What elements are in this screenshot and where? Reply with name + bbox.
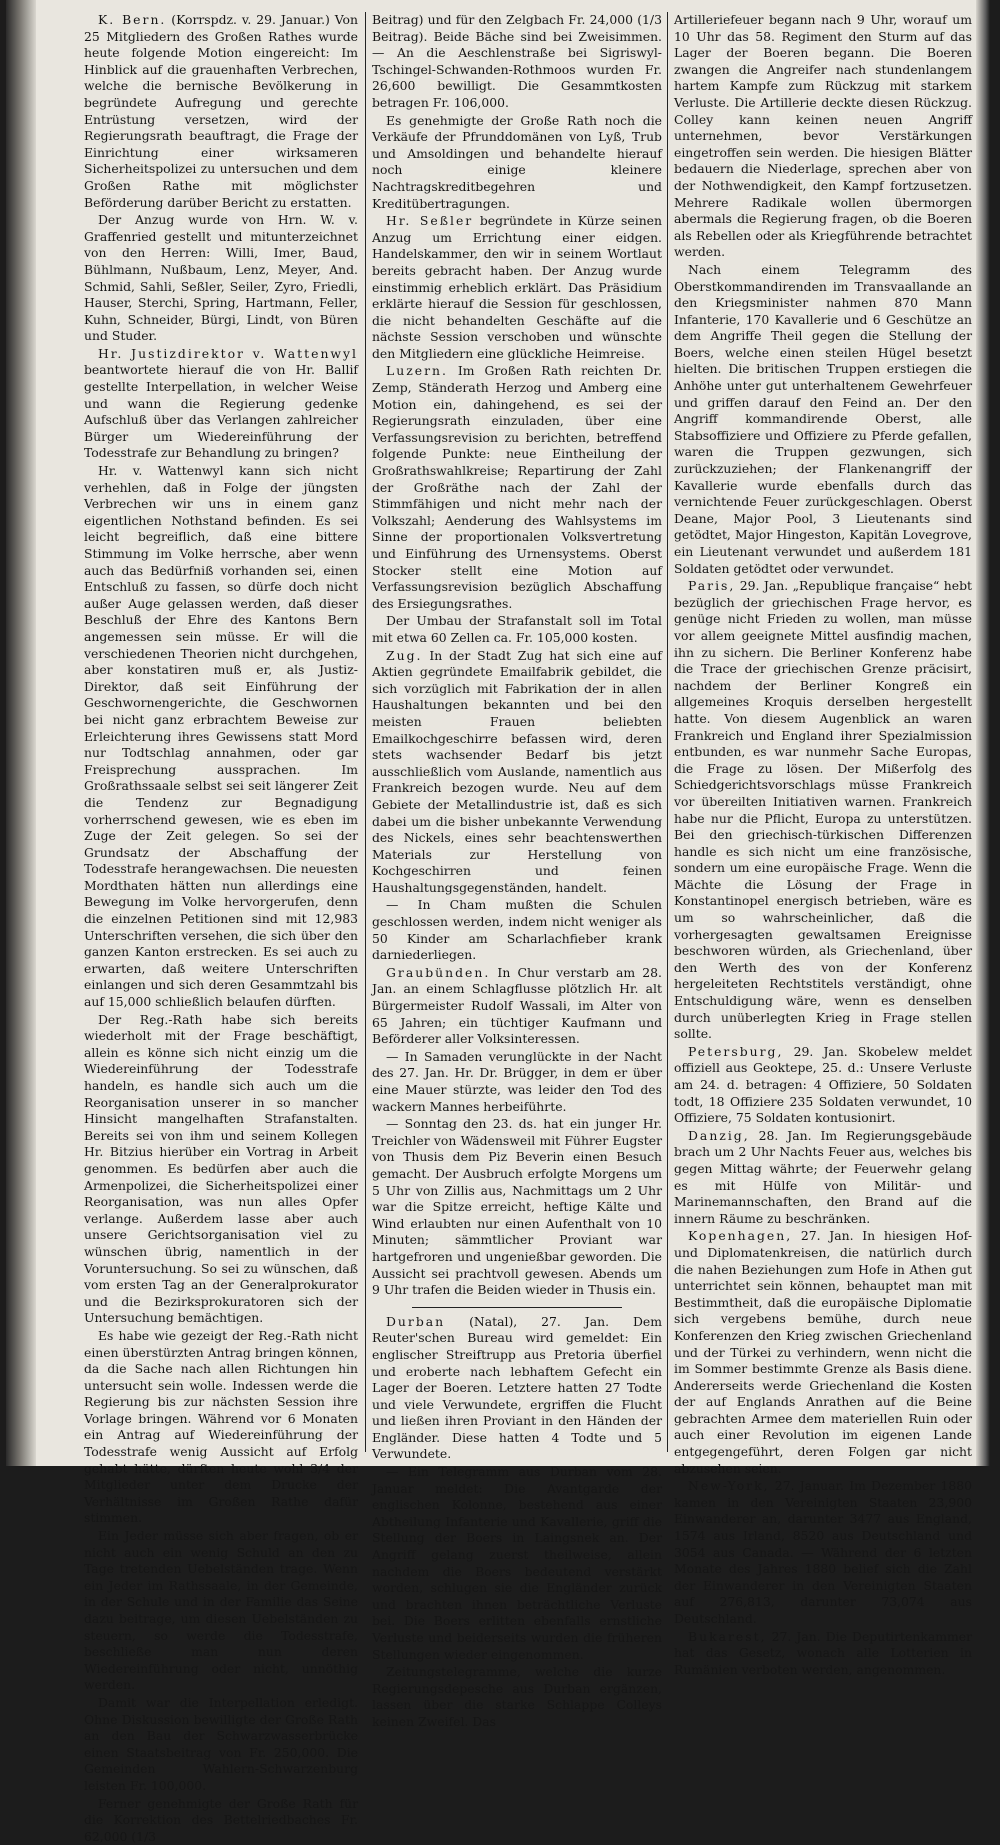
article-separator: [412, 1307, 622, 1308]
paragraph-text: Der Anzug wurde von Hrn. W. v. Graffenried gestellt und mitunterzeichnet von den Herren: Willi, Imer, Baud, Bühlmann, Nußbaum, Lenz, Meyer, And. Schmid, Sahli, Seßler, Seiler, Zyro, Friedli, Hauser, Sterchi, Spring, Hartmann, Feller, Kuhn, Schneider, Bürgi, Lindt, von Büren und Studer.: [84, 212, 358, 344]
article-paragraph: [84, 1012, 358, 1327]
column-1: [84, 12, 358, 1844]
article-paragraph: [372, 1464, 662, 1663]
paragraph-text: — In Samaden verunglückte in der Nacht des 27. Jan. Hr. Dr. Brügger, in dem er über eine Mauer stürzte, was leider den Tod des wackern Mannes herbeiführte.: [372, 1048, 662, 1114]
article-paragraph: [372, 213, 662, 362]
paragraph-text: 29. Jan. Skobelew meldet offiziell aus Geoktepe, 25. d.: Unsere Verluste am 24. d. betragen: 4 Offiziere, 50 Soldaten todt, 18 Offiziere 235 Soldaten verwundet, 10 Offiziere, 75 Soldaten kontusionirt.: [674, 1043, 972, 1126]
dateline: K. Bern.: [98, 12, 167, 27]
dateline: Hr. Justizdirektor v. Wattenwyl: [98, 345, 358, 361]
article-paragraph: [674, 578, 972, 1043]
dateline: Durban: [386, 1313, 446, 1329]
paragraph-text: beantwortete hierauf die von Hr. Ballif gestellte Interpellation, in welcher Weise und wann die Regierung gedenke Aufschluß über das Verlangen zahlreicher Bürger um Wiedereinführung der Todesstrafe zur Behandlung zu bringen?: [84, 362, 358, 461]
article-paragraph: [84, 346, 358, 462]
article-paragraph: [372, 897, 662, 963]
article-paragraph: [84, 1796, 358, 1845]
article-paragraph: [372, 648, 662, 897]
paragraph-text: Im Großen Rath reichten Dr. Zemp, Ständerath Herzog und Amberg eine Motion ein, dahingehend, es sei der Regierungsrath einzuladen, über eine Verfassungsrevision zu berichten, betreffend folgende Punkte: neue Eintheilung der Großrathswahlkreise; Repartirung der Zahl der Großräthe nach der Zahl der Stimmfähigen und nicht mehr nach der Volkszahl; Aenderung des Wahlsystems im Sinne der proportionalen Volksvertretung und Einführung des Urnensystems. Oberst Stocker stellt eine Motion auf Verfassungsrevision bezüglich Abschaffung des Ersiegungsrathes.: [372, 363, 662, 611]
paragraph-text: — Ein Telegramm aus Durban vom 28. Januar meldet: Die Avantgarde der englischen Kolonne, bestehend aus einer Abtheilung Infanterie und Kavallerie, griff die Stellung der Boers in Laingsnek an. Der Angriff gelang zuerst theilweise, allein nachdem die Boers bedeutend verstärkt worden, schlugen sie die Engländer zurück und brachten ihnen beträchtliche Verluste bei. Die Boers erlitten ebenfalls ernstliche Verluste und beiderseits wurden die früheren Stellungen wieder eingenommen.: [372, 1464, 662, 1662]
article-paragraph: [372, 1049, 662, 1115]
paragraph-text: Es habe wie gezeigt der Reg.-Rath nicht einen überstürzten Antrag bringen können, da die Sache nach allen Richtungen hin untersucht sein wolle. Indessen werde die Regierung bis zur nächsten Session ihre Vorlage bringen. Während vor 6 Monaten ein Antrag auf Wiedereinführung der Todesstrafe wenig Aussicht auf Erfolg gehabt hätte, dürften heute wohl 3/4 der Mitglieder unter dem Drucke der Verhältnisse im Großen Rathe dafür stimmen.: [84, 1327, 358, 1526]
article-paragraph: [84, 212, 358, 345]
dateline: Kopenhagen,: [688, 1228, 793, 1244]
article-paragraph: [84, 1528, 358, 1694]
article-paragraph: [84, 1695, 358, 1795]
article-paragraph: [372, 363, 662, 612]
article-paragraph: [372, 1664, 662, 1730]
article-paragraph: [674, 1128, 972, 1228]
dateline: Danzig,: [688, 1127, 750, 1143]
article-paragraph: [372, 1314, 662, 1463]
article-paragraph: [84, 1328, 358, 1527]
article-paragraph: [372, 965, 662, 1048]
paragraph-text: 27. Jan. Die Deputirtenkammer hat das Gesetz, wonach alle Lotterien in Rumänien verboten werden, angenommen.: [674, 1628, 972, 1677]
paragraph-text: (Natal), 27. Jan. Dem Reuter'schen Bureau wird gemeldet: Ein englischer Streiftrupp aus Pretoria überfiel und eroberte nach lebhaftem Gefecht ein Lager der Boeren. Letztere hatten 27 Todte und viele Verwundete, ergriffen die Flucht und ließen ihren Proviant in den Händen der Engländer. Diese hatten 4 Todte und 5 Verwundete.: [372, 1313, 662, 1462]
dateline: Paris,: [688, 578, 736, 594]
dateline: Luzern.: [386, 363, 448, 379]
paragraph-text: Damit war die Interpellation erledigt. Ohne Diskussion bewilligte der Große Rath an den Bau der Schwarzwasserbrücke einen Staatsbeitrag von Fr. 250,000. Die Gemeinden Wahlern-Schwarzenburg leisten Fr. 100,000.: [84, 1694, 358, 1793]
column-rule: [365, 12, 366, 1452]
column-3: [674, 12, 972, 1677]
dateline: Hr. Seßler: [386, 213, 474, 229]
paragraph-text: — Sonntag den 23. ds. hat ein junger Hr. Treichler von Wädensweil mit Führer Eugster von Thusis dem Piz Beverin einen Besuch gemacht. Der Ausbruch erfolgte Morgens um 5 Uhr von Zillis aus, Nachmittags um 2 Uhr war die Spitze erreicht, heftige Kälte und Wind erlaubten nur einen Aufenthalt von 10 Minuten; sämmtlicher Proviant war hartgefroren und ungenießbar geworden. Die Aussicht sei prachtvoll gewesen. Abends um 9 Uhr trafen die Beiden wieder in Thusis ein.: [372, 1116, 662, 1298]
article-paragraph: [674, 262, 972, 577]
article-paragraph: [84, 12, 358, 211]
paragraph-text: 29. Jan. „Republique française“ hebt bezüglich der griechischen Frage hervor, es genüge nicht Frieden zu wollen, man müsse vor allem geeignete Mittel ausfindig machen, ihn zu sichern. Die Berliner Konferenz habe die Trace der griechischen Grenze präcisirt, nachdem der Berliner Kongreß ein allgemeines Kroquis derselben hergestellt hatte. Von diesem Augenblick an waren Frankreich und England ihrer Spezialmission entbunden, es war nunmehr Sache Europas, die Frage zu lösen. Der Mißerfolg des Schiedgerichtsvorschlags müsse Frankreich vor übereilten Initiativen warnen. Frankreich habe nur die Pflicht, Europa zu unterstützen. Bei den griechisch-türkischen Differenzen handle es sich nicht um eine französische, sondern um eine europäische Frage. Wenn die Mächte die Lösung der Frage in Konstantinopel energisch betrieben, wäre es um so wahrscheinlicher, daß die vorhergesagten gewaltsamen Ereignisse beschworen würden, als Griechenland, über den Werth des von der Konferenz hergeleiteten Rechtstitels verständigt, ohne Entschuldigung wäre, wenn es denselben durch unüberlegten Krieg in Frage stellen sollte.: [674, 578, 972, 1042]
paragraph-text: In Chur verstarb am 28. Jan. an einem Schlagflusse plötzlich Hr. alt Bürgermeister Rudolf Wassali, im Alter von 65 Jahren; ein tüchtiger Kaufmann und Beförderer aller Volksinteressen.: [372, 964, 662, 1047]
book-spine-shadow: [6, 0, 36, 1466]
article-paragraph: [674, 1228, 972, 1477]
article-paragraph: [372, 12, 662, 112]
paragraph-text: In der Stadt Zug hat sich eine auf Aktien gegründete Emailfabrik gebildet, die sich vorzüglich mit Fabrikation der in allen Haushaltungen bekannten und bei den meisten Frauen beliebten Emailkochgeschirre befassen wird, deren stets wachsender Bedarf bis jetzt ausschließlich vom Auslande, namentlich aus Frankreich bezogen wurde. Neu auf dem Gebiete der Metallindustrie ist, daß es sich dabei um die bisher unbekannte Verwendung des Nickels, eines sehr beachtenswerthen Materials zur Herstellung von Kochgeschirren und feinen Haushaltungsgegenständen, handelt.: [372, 647, 662, 895]
paragraph-text: begründete in Kürze seinen Anzug um Errichtung einer eidgen. Handelskammer, den wir in seinem Wortlaut bereits gebracht haben. Der Anzug wurde einstimmig erheblich erklärt. Das Präsidium erklärte hierauf die Session für geschlossen, die nicht behandelten Geschäfte auf die nächste Session verschoben und wünschte den Mitgliedern eine glückliche Heimreise.: [372, 213, 662, 361]
column-rule: [667, 12, 668, 1452]
paragraph-text: 27. Jan. In hiesigen Hof- und Diplomatenkreisen, die natürlich durch die nahen Beziehungen zum Hofe in Athen gut unterrichtet sein können, behauptet man mit Bestimmtheit, daß die europäische Diplomatie sich vergebens bemühe, durch neue Konferenzen den Krieg zwischen Griechenland und der Türkei zu verhindern, wenn nicht die im Sommer bestimmte Grenze als Basis diene. Andererseits werde Griechenland die Kosten der auf Englands Anrathen auf die Beine gebrachten Armee dem materiellen Ruin oder auch einer Revolution im eigenen Lande entgegengeführt, deren Folgen gar nicht abzusehen seien.: [674, 1228, 972, 1476]
column-2: [372, 12, 662, 1729]
paragraph-text: Ferner genehmigte der Große Rath für die Korrektion des Bettelriedbaches Fr. 62,000 (1/3: [84, 1795, 358, 1844]
paragraph-text: 27. Januar. Im Dezember 1880 kamen in den Vereinigten Staaten 23,900 Einwanderer an, darunter 3477 aus England, 1574 aus Irland, 8520 aus Deutschland und 3054 aus Canada. — Während der 6 letzten Monate des Jahres 1880 belief sich die Zahl der Einwanderer in den Vereinigten Staaten auf 276,813, darunter 73,074 aus Deutschland.: [674, 1478, 972, 1626]
paragraph-text: Hr. v. Wattenwyl kann sich nicht verhehlen, daß in Folge der jüngsten Verbrechen wir uns in einem ganz eigentlichen Nothstand befinden. Es sei leicht begreiflich, daß eine bittere Stimmung im Volke herrsche, aber wenn auch das Bedürfniß vorhanden sei, einen Entschluß zu fassen, so dürfe doch nicht außer Auge gelassen werden, daß dieser Beschluß der Ehre des Kantons Bern angemessen sein müsse. Er will die verschiedenen Theorien nicht durchgehen, aber konstatiren muß er, als Justiz-Direktor, daß seit Einführung der Geschwornengerichte, die Geschwornen bei nicht ganz erbrachtem Beweise zur Erleichterung ihres Gewissens statt Mord nur Todtschlag annahmen, oder gar Freisprechung aussprachen. Im Großrathssaale selbst sei seit längerer Zeit die Tendenz zur Begnadigung vorherrschend gewesen, wie es eben im Zuge der Zeit gelegen. So sei der Grundsatz der Abschaffung der Todesstrafe herangewachsen. Die neuesten Mordthaten hätten nun allerdings eine Bewegung im Volke hervorgerufen, denn die einzelnen Petitionen sind mit 12,983 Unterschriften versehen, die sich über den ganzen Kanton erstrecken. Es sei auch zu erwarten, daß weitere Unterschriften einlangen und sich deren Gesammtzahl bis auf 15,000 schließlich belaufen dürften.: [84, 463, 358, 1010]
newspaper-page: [6, 0, 990, 1844]
paragraph-text: (Korrspdz. v. 29. Januar.) Von 25 Mitgliedern des Großen Rathes wurde heute folgende Motion eingereicht: Im Hinblick auf die grauenhaften Verbrechen, welche die bernische Bevölkerung in begründete Aufregung und gerechte Entrüstung versetzen, wird der Regierungsrath beauftragt, die Frage der Einrichtung einer wirksameren Sicherheitspolizei zu untersuchen und dem Großen Rathe mit möglichster Beförderung darüber Bericht zu erstatten.: [84, 12, 358, 210]
article-paragraph: [674, 1629, 972, 1679]
page-edge-shadow: [976, 0, 990, 1466]
article-paragraph: [372, 1116, 662, 1299]
paragraph-text: 28. Jan. Im Regierungsgebäude brach um 2 Uhr Nachts Feuer aus, welches bis gegen Mittag währte; der Feuerwehr gelang es mit Hülfe von Militär- und Marinemannschaften, den Brand auf die innern Räume zu beschränken.: [674, 1127, 972, 1226]
dateline: Zug.: [386, 647, 423, 663]
paragraph-text: Beitrag) und für den Zelgbach Fr. 24,000 (1/3 Beitrag). Beide Bäche sind bei Zweisimmen. — An die Aeschlenstraße bei Sigriswyl-Tschingel-Schwanden-Rothmoos wurden Fr. 26,600 bewilligt. Die Gesammtkosten betragen Fr. 106,000.: [372, 12, 662, 110]
paragraph-text: Der Reg.-Rath habe sich bereits wiederholt mit der Frage beschäftigt, allein es könne sich nicht einzig um die Wiedereinführung der Todesstrafe handeln, es handle sich auch um die Reorganisation unserer in so mancher Hinsicht mangelhaften Strafanstalten. Bereits sei von ihm und seinem Kollegen Hr. Bitzius hierüber ein Vortrag in Arbeit genommen. Es bedürfen aber auch die Armenpolizei, die Sicherheitspolizei einer Reorganisation, was nun alles Opfer verlange. Außerdem lasse aber auch unsere Gerichtsorganisation viel zu wünschen übrig, namentlich in der Voruntersuchung. So sei zu wünschen, daß vom ersten Tag an der Generalprokurator und die Bezirksprokuratoren sich der Untersuchung bemächtigen.: [84, 1011, 358, 1326]
paragraph-text: Es genehmigte der Große Rath noch die Verkäufe der Pfrunddomänen von Lyß, Trub und Amsoldingen und behandelte hierauf noch einige kleinere Nachtragskreditbegehren und Kreditübertragungen.: [372, 112, 662, 211]
dateline: New-York,: [688, 1478, 770, 1494]
dateline: Petersburg,: [688, 1043, 784, 1059]
paragraph-text: — In Cham mußten die Schulen geschlossen werden, indem nicht weniger als 50 Kinder am Scharlachfieber krank darniederliegen.: [372, 897, 662, 963]
article-paragraph: [372, 613, 662, 646]
paragraph-text: Ein Jeder müsse sich aber fragen, ob er nicht auch ein wenig Schuld an den zu Tage tretenden Uebelständen trage. Wenn ein Jeder im Rathssaale, in der Gemeinde, in der Schule und in der Familie das Seine dazu beitrage, um diesen Uebelständen zu steuern, so werde die Todesstrafe, beschließe man nun deren Wiedereinführung oder nicht, unnöthig werden.: [84, 1528, 358, 1693]
article-paragraph: [674, 1478, 972, 1627]
paragraph-text: Artilleriefeuer begann nach 9 Uhr, worauf um 10 Uhr das 58. Regiment den Sturm auf das Lager der Boeren begann. Die Boeren zwangen die Angreifer nach stundenlangem hartem Kampfe zum Rückzug mit starkem Verluste. Die Artillerie deckte diesen Rückzug. Colley kann keinen neuen Angriff unternehmen, bevor Verstärkungen eingetroffen sein werden. Die hiesigen Blätter bedauern die Niederlage, sprechen aber von der Nothwendigkeit, den Kampf fortzusetzen. Mehrere Radikale wollen übermorgen abermals die Regierung fragen, ob die Boeren als Rebellen oder als Kriegführende betrachtet werden.: [674, 12, 972, 260]
article-paragraph: [84, 463, 358, 1011]
article-paragraph: [674, 12, 972, 261]
paragraph-text: Zeitungstelegramme, welche die kurze Regierungsdepesche aus Durban ergänzen, lassen über die starke Schlappe Colleys keinen Zweifel. Das: [372, 1664, 662, 1729]
article-paragraph: [674, 1044, 972, 1127]
paragraph-text: Nach einem Telegramm des Oberstkommandirenden im Transvaallande an den Kriegsminister nahmen 870 Mann Infanterie, 170 Kavallerie und 6 Geschütze an dem Angriffe Theil gegen die Stellung der Boers, welche einen steilen Hügel besetzt hielten. Die britischen Truppen erstiegen die Anhöhe unter gut unterhaltenem Gewehrfeuer und griffen darauf den Feind an. Der den Angriff kommandirende Oberst, alle Stabsoffiziere und Offiziere zu Pferde gefallen, waren die Truppen gezwungen, sich zurückzuziehen; der Flankenangriff der Kavallerie wurde ebenfalls durch das vernichtende Feuer zurückgeschlagen. Oberst Deane, Major Pool, 3 Lieutenants sind getödtet, Major Hingeston, Kapitän Lovegrove, ein Lieutenant verwundet und außerdem 181 Soldaten getödtet oder verwundet.: [674, 261, 972, 576]
paragraph-text: Der Umbau der Strafanstalt soll im Total mit etwa 60 Zellen ca. Fr. 105,000 kosten.: [372, 613, 662, 645]
article-paragraph: [372, 113, 662, 213]
dateline: Graubünden.: [386, 964, 491, 980]
dateline: Bukarest,: [688, 1628, 767, 1644]
